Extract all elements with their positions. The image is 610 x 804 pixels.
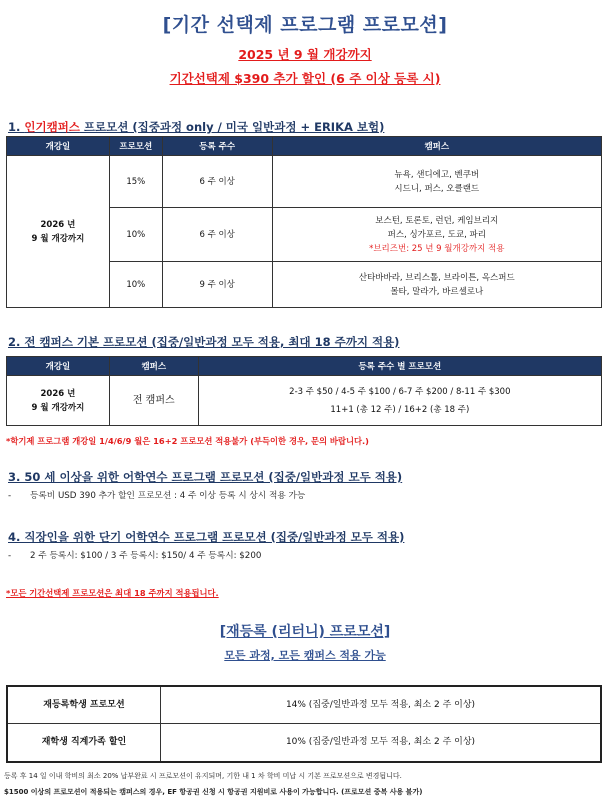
campus-line: 퍼스, 싱가포르, 도쿄, 파리 [387,229,486,240]
start-date-year: 2026 년 [40,219,76,230]
returner-value: 10% (집중/일반과정 모두 적용, 최소 2 주 이상) [160,723,601,762]
weeks-cell: 6 주 이상 [162,156,272,208]
col-header-promotion: 프로모션 [109,137,162,156]
footer-note-payment: 등록 후 14 일 이내 학비의 최소 20% 납부완료 시 프로모션이 유지되며, 기한 내 1 차 학비 미납 시 기본 프로모션으로 변경됩니다. [4,772,402,780]
campus-cell [272,156,601,208]
returner-label: 재등록학생 프로모션 [7,686,160,723]
footer-note-airfare: $1500 이상의 프로모션이 적용되는 캠퍼스의 경우, EF 항공권 신청 시 항공권 지원비로 사용이 가능합니다. (프로모션 중복 사용 불가) [4,788,423,796]
semester-note: *학기제 프로그램 개강일 1/4/6/9 월은 16+2 프로모션 적용불가 (부득이한 경우, 문의 바랍니다.) [6,436,369,446]
campus-note: *브리즈번: 25 년 9 월개강까지 적용 [369,243,505,254]
promo-weeks-line: 2-3 주 $50 / 4-5 주 $100 / 6-7 주 $200 / 8-11 주 $300 [289,386,511,397]
global-note: *모든 기간선택제 프로모션은 최대 18 주까지 적용됩니다. [6,588,219,598]
table-row [7,723,601,762]
weeks-cell: 9 주 이상 [162,262,272,308]
section1-heading [8,119,384,135]
returner-value: 14% (집중/일반과정 모두 적용, 최소 2 주 이상) [160,686,601,723]
start-date-cell [7,156,110,308]
campus-line: 몰타, 말라가, 바르셀로나 [390,286,484,297]
campus-cell [272,262,601,308]
returner-title: [재등록 (리터니) 프로모션] [219,624,391,640]
col-header-campus: 캠퍼스 [272,137,601,156]
start-date-cell [7,376,110,426]
col-header-weeks: 등록 주수 [162,137,272,156]
promo-cell: 10% [109,208,162,262]
promo-cell: 15% [109,156,162,208]
returner-subtitle: 모든 과정, 모든 캠퍼스 적용 가능 [224,649,386,662]
section2-table [6,356,602,426]
bullet-dash: - [8,551,12,561]
bullet-dash: - [8,491,12,501]
section3-bullet [8,489,305,501]
section1-table [6,136,602,308]
section1-heading-rest: 프로모션 (집중과정 only / 미국 일반과정 + ERIKA 보험) [79,120,385,134]
start-date-month: 9 월 개강까지 [31,233,85,244]
campus-cell: 전 캠퍼스 [109,376,198,426]
start-date-month: 9 월 개강까지 [31,402,85,413]
section1-heading-prefix: 1. [8,120,25,134]
section1-heading-highlight: 인기캠퍼스 [24,120,80,134]
col-header-start-date: 개강일 [7,137,110,156]
bullet-text: 2 주 등록시: $100 / 3 주 등록시: $150/ 4 주 등록시: $200 [30,551,262,561]
section3-heading: 3. 50 세 이상을 위한 어학연수 프로그램 프로모션 (집중/일반과정 모두 적용) [8,470,403,484]
campus-line: 산타바바라, 브리스톨, 브라이튼, 옥스퍼드 [358,272,515,283]
col-header-promo-by-weeks: 등록 주수 별 프로모션 [198,357,601,376]
section4-heading: 4. 직장인을 위한 단기 어학연수 프로그램 프로모션 (집중/일반과정 모두 적용) [8,530,405,544]
col-header-start-date: 개강일 [7,357,110,376]
campus-line: 보스턴, 토론토, 런던, 케임브리지 [375,215,499,226]
campus-cell [272,208,601,262]
section2-heading: 2. 전 캠퍼스 기본 프로모션 (집중/일반과정 모두 적용, 최대 18 주까지 적용) [8,335,400,349]
weeks-cell: 6 주 이상 [162,208,272,262]
page-title: [기간 선택제 프로그램 프로모션] [162,14,448,36]
table-row [7,376,602,426]
promo-cell: 10% [109,262,162,308]
campus-line: 시드니, 퍼스, 오클랜드 [394,183,480,194]
section1-header-row [7,137,602,156]
bullet-text: 등록비 USD 390 추가 할인 프로모션 : 4 주 이상 등록 시 상시 적용 가능 [30,491,306,501]
promo-by-weeks-cell [198,376,601,426]
start-date-year: 2026 년 [40,388,76,399]
campus-line: 뉴욕, 샌디에고, 벤쿠버 [394,169,480,180]
table-row [7,156,602,208]
section4-bullet [8,549,261,561]
returner-label: 재학생 직계가족 할인 [7,723,160,762]
col-header-campus: 캠퍼스 [109,357,198,376]
section2-header-row [7,357,602,376]
promo-weeks-line: 11+1 (총 12 주) / 16+2 (총 18 주) [330,404,470,415]
table-row [7,686,601,723]
promo-period-subtitle: 2025 년 9 월 개강까지 [238,47,372,62]
returner-table [6,685,602,763]
promo-discount-subtitle: 기간선택제 $390 추가 할인 (6 주 이상 등록 시) [169,71,441,86]
